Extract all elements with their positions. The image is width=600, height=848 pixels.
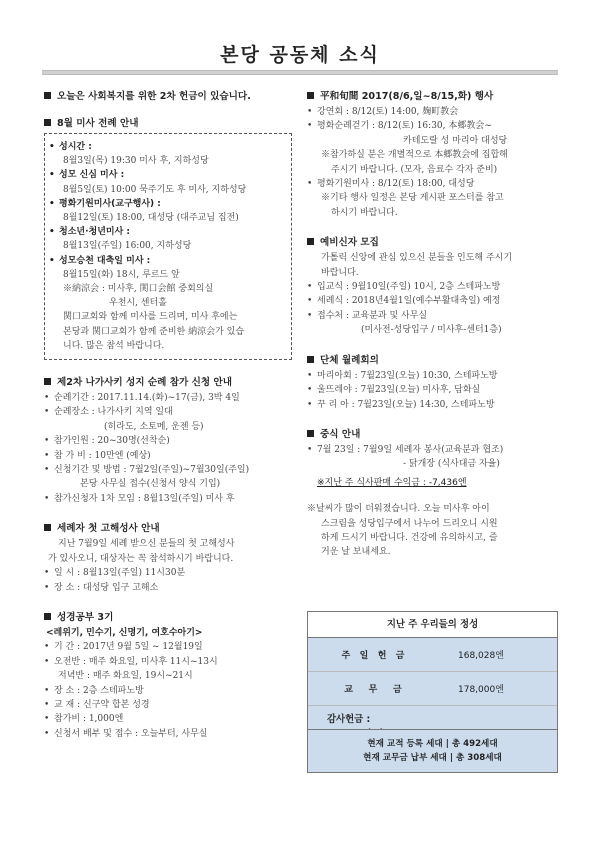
noryo-note: ※納涼会 : 미사후, 関口会館 중회의실 — [63, 284, 214, 295]
mass-item-name: • 성모승천 대축일 미사 : — [49, 254, 285, 268]
mass-item-name: • 성시간 : — [49, 140, 285, 154]
bible-material: • 교 재 : 신구약 합본 성경 — [44, 698, 292, 712]
mass-item-name: • 성모 신심 미사 : — [49, 168, 285, 182]
peace-walk-note: ※참가하실 분은 개별적으로 本郷教会에 집합해 — [321, 150, 508, 161]
catechumen-heading: 예비신자 모집 — [307, 234, 559, 248]
mass-item-detail: 8월13일(주일) 16:00, 지하성당 — [63, 241, 192, 252]
pilgrimage-line: • 신청기간 및 방법 : 7월2일(주일)~7월30일(주일) — [44, 463, 292, 477]
ledger-row-duty — [308, 672, 557, 706]
peace-mass: • 평화기원미사 : 8/12(토) 18:00, 대성당 — [307, 177, 559, 191]
mass-item-detail: 8월3일(목) 19:30 미사 후, 지하성당 — [63, 156, 209, 167]
title-divider — [42, 70, 558, 75]
square-bullet-icon — [307, 430, 314, 437]
left-column — [44, 88, 292, 741]
square-bullet-icon — [307, 92, 314, 99]
duty-fee-label: 교 무 금 — [344, 685, 402, 695]
bible-period: • 기 간 : 2017년 9월 5일 ~ 12월19일 — [44, 640, 292, 654]
pilgrimage-heading: 제2차 나가사키 성지 순례 참가 신청 안내 — [44, 374, 292, 388]
weather-note-line: 스크림을 성당입구에서 나누어 드리오니 시원 — [321, 518, 498, 529]
mass-note-line: 본당과 関口교회가 함께 준비한 納涼会가 있습 — [63, 326, 245, 337]
page-title: 본당 공동체 소식 — [220, 44, 380, 66]
peace-other-note: 하시기 바랍니다. — [331, 207, 398, 218]
lunch-revenue: ※지난 주 식사판매 수익금 : -7,436엔 — [317, 477, 467, 488]
peace-lecture: • 강연회 : 8/12(토) 14:00, 麹町教会 — [307, 105, 559, 119]
group-meeting: • 마리아회 : 7월23일(오늘) 10:30, 스테파노방 — [307, 369, 559, 383]
confession-place: • 장 소 : 대성당 입구 고해소 — [44, 581, 292, 595]
bible-study-heading: 성경공부 3기 — [44, 609, 292, 623]
catechumen-baptism: • 세례식 : 2018년4월1일(예수부활대축일) 예정 — [307, 294, 559, 308]
square-bullet-icon — [44, 119, 51, 126]
catechumen-entrance: • 입교식 : 9월10일(주일) 10시, 2층 스테파노방 — [307, 280, 559, 294]
pilgrimage-line: • 참 가 비 : 10만엔 (예상) — [44, 449, 292, 463]
square-bullet-icon — [44, 378, 51, 385]
sunday-offering-amount: 168,028엔 — [458, 651, 504, 661]
noryo-note-rain: 우천시, 센터홀 — [109, 298, 167, 309]
lunch-heading: 중식 안내 — [307, 426, 559, 440]
duty-fee-amount: 178,000엔 — [458, 685, 504, 695]
peace-heading: 平和旬間 2017(8/6,일~8/15,화) 행사 — [307, 88, 559, 102]
mass-item-detail: 8월15일(화) 18시, 루르드 앞 — [63, 269, 180, 280]
mass-item-detail: 8월5일(토) 10:00 묵주기도 후 미사, 지하성당 — [63, 184, 247, 195]
august-mass-box — [44, 133, 292, 360]
confession-date: • 일 시 : 8월13일(주일) 11시30분 — [44, 566, 292, 580]
confession-desc: 가 있사오니, 대상자는 꼭 참석하시기 바랍니다. — [48, 553, 234, 564]
mass-item-name: • 평화기원미사(교구행사) : — [49, 197, 285, 211]
right-column — [307, 88, 559, 560]
registered-households: 현재 교적 등록 세대 | 총 492세대 — [367, 739, 498, 749]
pilgrimage-line: • 참가신청자 1차 모임 : 8월13일(주일) 미사 후 — [44, 492, 292, 506]
group-meeting: • 꾸 리 아 : 7월23일(오늘) 14:30, 스테파노방 — [307, 398, 559, 412]
weather-note-line: 거운 날 보내세요. — [321, 547, 391, 558]
bible-morning: • 오전반 : 매주 화요일, 미사후 11시~13시 — [44, 655, 292, 669]
square-bullet-icon — [307, 356, 314, 363]
confession-heading: 세례자 첫 고해성사 안내 — [44, 520, 292, 534]
peace-walk-note: 주시기 바랍니다. (모자, 음료수 각자 준비) — [331, 164, 498, 175]
catechumen-intro: 바랍니다. — [321, 267, 359, 278]
mass-note-line: 関口교회와 함께 미사를 드리며, 미사 후에는 — [63, 312, 238, 323]
catechumen-reception-detail: (미사전-성당입구 / 미사후-센터1층) — [361, 325, 502, 336]
square-bullet-icon — [307, 238, 314, 245]
catechumen-reception: • 접수처 : 교육분과 및 사무실 — [307, 309, 559, 323]
pilgrimage-line: (히라도, 소토메, 운젠 등) — [104, 421, 204, 432]
offering-ledger — [307, 611, 558, 745]
catechumen-intro: 가톨릭 신앙에 관심 있으신 분들을 인도해 주시기 — [321, 253, 513, 264]
pilgrimage-line: • 순례기간 : 2017.11.14.(화)~17(금), 3박 4일 — [44, 391, 292, 405]
square-bullet-icon — [44, 613, 51, 620]
bible-evening: 저녁반 : 매주 화요일, 19시~21시 — [58, 671, 193, 682]
august-mass-heading: 8월 미사 전례 안내 — [44, 115, 292, 129]
groups-heading: 단체 월례회의 — [307, 352, 559, 366]
lunch-menu: - 닭개장 (식사대금 자율) — [403, 459, 500, 470]
pilgrimage-line: • 순례장소 : 나가사키 지역 일대 — [44, 405, 292, 419]
paying-households: 현재 교무금 납부 세대 | 총 308세대 — [363, 753, 502, 763]
weather-note-line: 하게 드시기 바랍니다. 건강에 유의하시고, 즐 — [321, 532, 498, 543]
square-bullet-icon — [44, 524, 51, 531]
sunday-offering-label: 주 일 헌 금 — [341, 651, 405, 661]
group-meeting: • 울뜨레야 : 7월23일(오늘) 미사후, 담화실 — [307, 383, 559, 397]
square-bullet-icon — [44, 92, 51, 99]
collection-notice: 오늘은 사회복지를 위한 2차 헌금이 있습니다. — [44, 88, 292, 102]
bible-subtitle: <레위기, 민수기, 신명기, 여호수아기> — [46, 627, 203, 638]
ledger-title: 지난 주 우리들의 정성 — [308, 612, 557, 638]
mass-item-name: • 청소년·청년미사 : — [49, 225, 285, 239]
bible-fee: • 참가비 : 1,000엔 — [44, 712, 292, 726]
lunch-line: • 7월 23일 : 7월9일 세례자 봉사(교육분과 협조) — [307, 443, 559, 457]
peace-other-note: ※기타 행사 일정은 본당 게시판 포스터를 참고 — [321, 193, 504, 204]
confession-desc: 지난 7월9일 세례 받으신 분들의 첫 고해성사 — [58, 539, 235, 550]
pilgrimage-line: • 참가인원 : 20~30명(선착순) — [44, 434, 292, 448]
member-households-box — [307, 729, 558, 773]
thanks-offering-label: 감사헌금 : — [327, 714, 371, 725]
mass-note-line: 니다. 많은 참석 바랍니다. — [63, 340, 165, 351]
weather-note-line: ※날씨가 많이 더워졌습니다. 오늘 미사후 아이 — [307, 504, 490, 515]
pilgrimage-line: 본당 사무실 접수(신청서 양식 기입) — [80, 479, 221, 490]
peace-walk-dest: 카테도랄 성 마리아 대성당 — [403, 135, 508, 146]
mass-item-detail: 8월12일(토) 18:00, 대성당 (대주교님 집전) — [63, 213, 239, 224]
peace-walk: • 평화순례걷기 : 8/12(토) 16:30, 本郷教会~ — [307, 119, 559, 133]
bible-place: • 장 소 : 2층 스테파노방 — [44, 684, 292, 698]
bible-apply: • 신청서 배부 및 접수 : 오늘부터, 사무실 — [44, 727, 292, 741]
ledger-row-sunday — [308, 638, 557, 672]
weather-note — [307, 502, 559, 560]
